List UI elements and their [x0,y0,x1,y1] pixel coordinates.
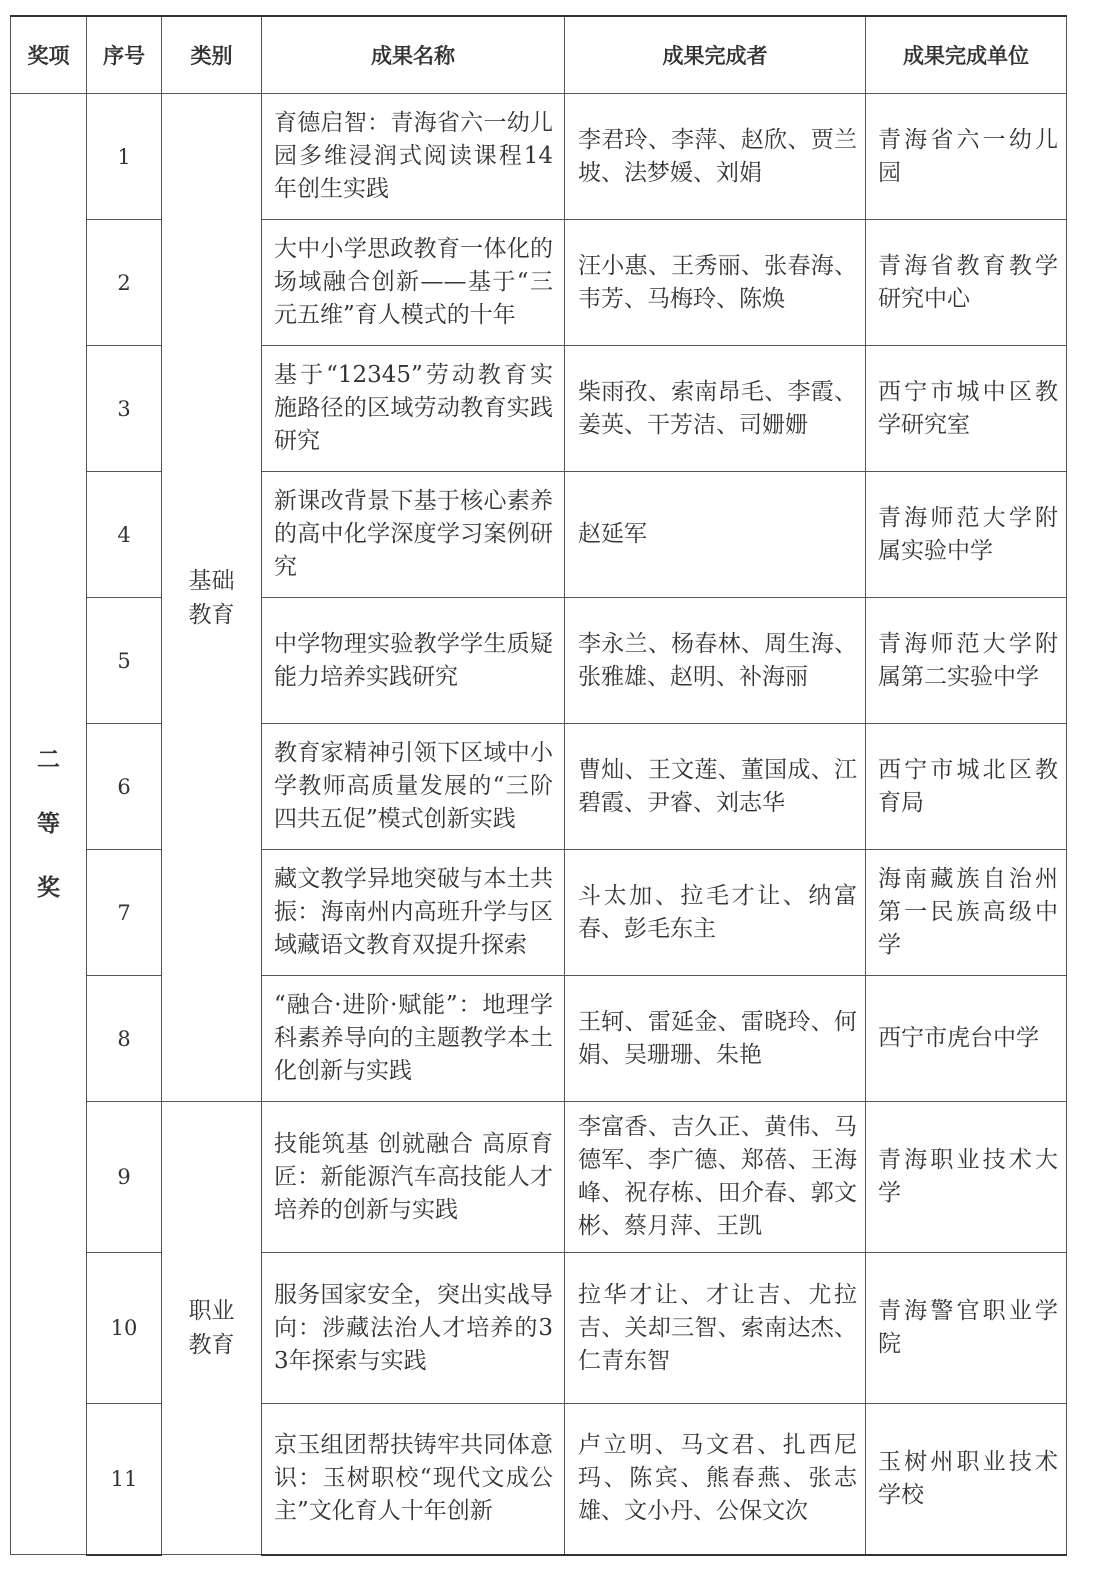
category-line: 职业 [188,1298,235,1324]
seq-cell: 2 [87,220,162,346]
header-seq: 序号 [87,16,162,94]
title-cell: “融合·进阶·赋能”：地理学科素养导向的主题教学本土化创新与实践 [262,976,565,1102]
category-line: 教育 [188,601,235,628]
title-cell: 服务国家安全，突出实战导向：涉藏法治人才培养的33年探索与实践 [262,1253,565,1404]
authors-cell: 斗太加、拉毛才让、纳富春、彭毛东主 [565,850,866,976]
title-cell: 大中小学思政教育一体化的场域融合创新——基于“三元五维”育人模式的十年 [262,220,565,346]
title-cell: 技能筑基 创就融合 高原育匠：新能源汽车高技能人才培养的创新与实践 [262,1102,565,1253]
title-cell: 中学物理实验教学学生质疑能力培养实践研究 [262,598,565,724]
title-cell: 藏文教学异地突破与本土共振：海南州内高班升学与区域藏语文教育双提升探索 [262,850,565,976]
unit-cell: 青海职业技术大学 [866,1102,1067,1253]
award-level-cell [11,94,87,1555]
header-category: 类别 [162,16,262,94]
title-cell: 京玉组团帮扶铸牢共同体意识：玉树职校“现代文成公主”文化育人十年创新 [262,1404,565,1555]
category-line: 基础 [188,567,235,594]
category-vocational-cell [162,1102,262,1555]
header-row [11,16,1067,94]
seq-cell: 3 [87,346,162,472]
seq-cell: 6 [87,724,162,850]
title-cell: 基于“12345”劳动教育实施路径的区域劳动教育实践研究 [262,346,565,472]
authors-cell: 汪小惠、王秀丽、张春海、韦芳、马梅玲、陈焕 [565,220,866,346]
authors-cell: 李富香、吉久正、黄伟、马德军、李广德、郑蓓、王海峰、祝存栋、田介春、郭文彬、蔡月萍、王凯 [565,1102,866,1253]
unit-cell: 青海师范大学附属第二实验中学 [866,598,1067,724]
title-cell: 新课改背景下基于核心素养的高中化学深度学习案例研究 [262,472,565,598]
authors-cell: 柴雨孜、索南昂毛、李霞、姜英、干芳洁、司姗姗 [565,346,866,472]
header-authors: 成果完成者 [565,16,866,94]
unit-cell: 青海师范大学附属实验中学 [866,472,1067,598]
award-char: 等 [37,811,60,837]
title-cell: 育德启智：青海省六一幼儿园多维浸润式阅读课程14年创生实践 [262,94,565,220]
seq-cell: 11 [87,1404,162,1555]
title-cell: 教育家精神引领下区域中小学教师高质量发展的“三阶四共五促”模式创新实践 [262,724,565,850]
unit-cell: 玉树州职业技术学校 [866,1404,1067,1555]
award-char: 二 [37,747,60,773]
authors-cell: 卢立明、马文君、扎西尼玛、陈宾、熊春燕、张志雄、文小丹、公保文次 [565,1404,866,1555]
table-row [11,94,1067,220]
unit-cell: 青海省教育教学研究中心 [866,220,1067,346]
authors-cell: 李永兰、杨春林、周生海、张雅雄、赵明、补海丽 [565,598,866,724]
unit-cell: 青海省六一幼儿园 [866,94,1067,220]
unit-cell: 西宁市城中区教学研究室 [866,346,1067,472]
seq-cell: 5 [87,598,162,724]
header-title: 成果名称 [262,16,565,94]
authors-cell: 李君玲、李萍、赵欣、贾兰坡、法梦媛、刘娟 [565,94,866,220]
unit-cell: 海南藏族自治州第一民族高级中学 [866,850,1067,976]
authors-cell: 赵延军 [565,472,866,598]
award-table [10,15,1067,1556]
category-line: 教育 [188,1332,235,1358]
award-char: 奖 [37,875,60,901]
unit-cell: 青海警官职业学院 [866,1253,1067,1404]
authors-cell: 拉华才让、才让吉、尤拉吉、关却三智、索南达杰、仁青东智 [565,1253,866,1404]
seq-cell: 7 [87,850,162,976]
header-award: 奖项 [11,16,87,94]
header-unit: 成果完成单位 [866,16,1067,94]
seq-cell: 9 [87,1102,162,1253]
award-table-container [10,15,1066,1555]
seq-cell: 8 [87,976,162,1102]
unit-cell: 西宁市虎台中学 [866,976,1067,1102]
seq-cell: 10 [87,1253,162,1404]
authors-cell: 王轲、雷延金、雷晓玲、何娟、吴珊珊、朱艳 [565,976,866,1102]
unit-cell: 西宁市城北区教育局 [866,724,1067,850]
category-basic-cell [162,94,262,1102]
seq-cell: 1 [87,94,162,220]
authors-cell: 曹灿、王文莲、董国成、江碧霞、尹睿、刘志华 [565,724,866,850]
table-row [11,1102,1067,1253]
seq-cell: 4 [87,472,162,598]
